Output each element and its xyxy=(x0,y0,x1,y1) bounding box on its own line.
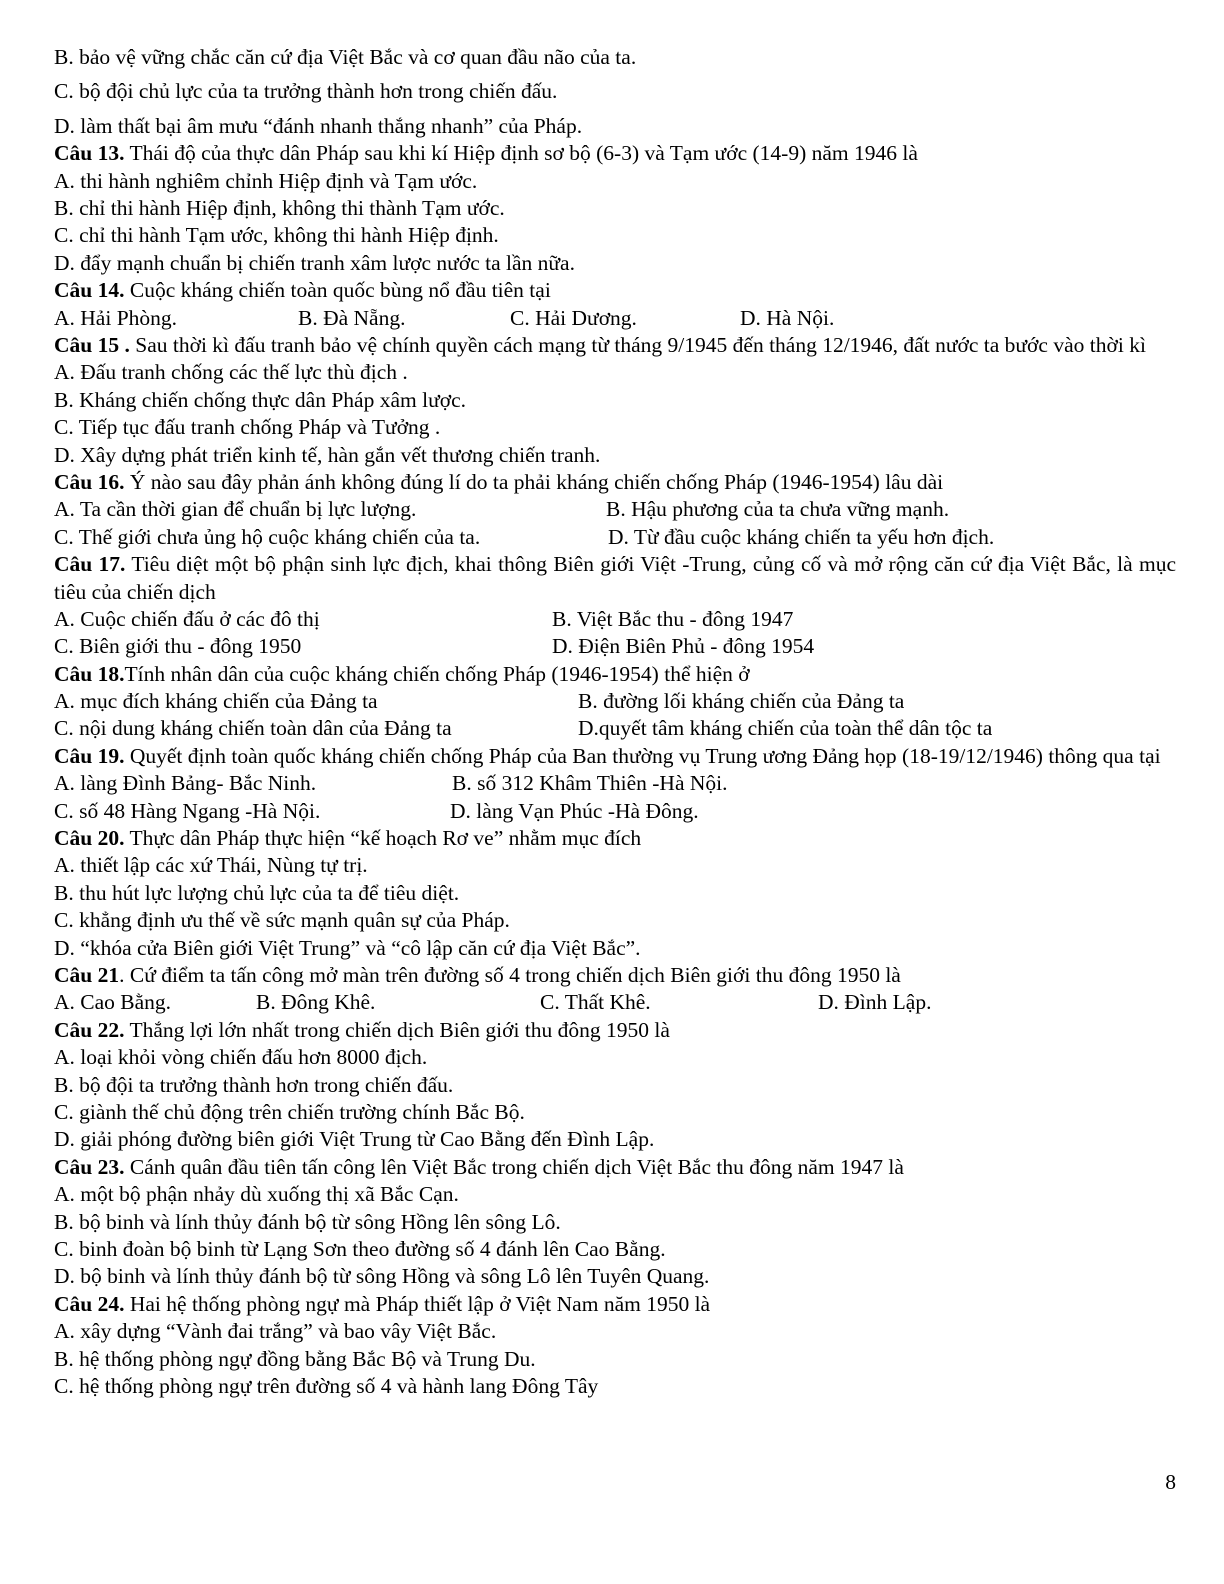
question-label: Câu 18. xyxy=(54,661,125,686)
option-c: C. Thế giới chưa ủng hộ cuộc kháng chiến của ta. xyxy=(54,524,481,549)
question-16 xyxy=(54,469,1176,496)
question-21 xyxy=(54,962,1176,989)
option-line: B. chỉ thi hành Hiệp định, không thi thành Tạm ước. xyxy=(54,195,505,220)
option-b: B. đường lối kháng chiến của Đảng ta xyxy=(578,689,905,714)
option-row xyxy=(54,606,1176,633)
question-label: Câu 23. xyxy=(54,1154,125,1179)
option-row xyxy=(54,496,1176,523)
option-row xyxy=(54,798,1176,825)
question-label: Câu 16. xyxy=(54,469,125,494)
question-text: Thái độ của thực dân Pháp sau khi kí Hiệp định sơ bộ (6-3) và Tạm ước (14-9) năm 1946 là xyxy=(124,141,918,166)
document-page xyxy=(54,44,1176,1400)
option-line: C. giành thế chủ động trên chiến trường chính Bắc Bộ. xyxy=(54,1100,525,1125)
question-text: Tính nhân dân của cuộc kháng chiến chống Pháp (1946-1954) thể hiện ở xyxy=(124,661,750,686)
option-row xyxy=(54,633,1176,660)
option-b: B. Việt Bắc thu - đông 1947 xyxy=(552,606,794,631)
option-a: A. Ta cần thời gian để chuẩn bị lực lượng. xyxy=(54,497,417,522)
question-label: Câu 20. xyxy=(54,826,125,851)
option-d: D. làng Vạn Phúc -Hà Đông. xyxy=(450,798,699,823)
option-line: A. loại khỏi vòng chiến đấu hơn 8000 địch. xyxy=(54,1045,428,1070)
question-text: Tiêu diệt một bộ phận sinh lực địch, khai thông Biên giới Việt -Trung, củng cố và mở rộng căn cứ địa Việt Bắc, là mục tiêu của chiến dịch xyxy=(54,552,1177,604)
option-a: A. Cuộc chiến đấu ở các đô thị xyxy=(54,606,320,631)
question-label: Câu 13. xyxy=(54,141,125,166)
question-label: Câu 24. xyxy=(54,1291,125,1316)
option-c: C. nội dung kháng chiến toàn dân của Đảng ta xyxy=(54,716,452,741)
option-line: B. thu hút lực lượng chủ lực của ta để tiêu diệt. xyxy=(54,880,460,905)
question-text: Sau thời kì đấu tranh bảo vệ chính quyền cách mạng từ tháng 9/1945 đến tháng 12/1946, đất nước ta bước vào thời kì xyxy=(129,332,1146,357)
option-line: D. Xây dựng phát triển kinh tế, hàn gắn vết thương chiến tranh. xyxy=(54,442,601,467)
option-line: C. binh đoàn bộ binh từ Lạng Sơn theo đường số 4 đánh lên Cao Bằng. xyxy=(54,1236,666,1261)
option-line: B. bảo vệ vững chắc căn cứ địa Việt Bắc và cơ quan đầu não của ta. xyxy=(54,45,637,69)
question-23 xyxy=(54,1154,1176,1181)
option-d: D.quyết tâm kháng chiến của toàn thể dân tộc ta xyxy=(578,716,993,741)
option-d: D. Đình Lập. xyxy=(818,990,932,1015)
option-a: A. Cao Bằng. xyxy=(54,990,172,1015)
option-b: B. số 312 Khâm Thiên -Hà Nội. xyxy=(452,771,728,796)
option-line: A. thiết lập các xứ Thái, Nùng tự trị. xyxy=(54,853,368,878)
option-d: D. Hà Nội. xyxy=(740,305,835,330)
question-19 xyxy=(54,743,1176,770)
question-text: Hai hệ thống phòng ngự mà Pháp thiết lập ở Việt Nam năm 1950 là xyxy=(124,1291,711,1316)
option-a: A. làng Đình Bảng- Bắc Ninh. xyxy=(54,771,317,796)
option-c: C. Thất Khê. xyxy=(540,990,651,1015)
option-line: D. bộ binh và lính thủy đánh bộ từ sông Hồng và sông Lô lên Tuyên Quang. xyxy=(54,1264,710,1289)
option-line: C. Tiếp tục đấu tranh chống Pháp và Tưởng . xyxy=(54,415,441,440)
question-13 xyxy=(54,140,1176,167)
option-line: C. khẳng định ưu thế về sức mạnh quân sự của Pháp. xyxy=(54,908,510,933)
option-line: C. chỉ thi hành Tạm ước, không thi hành Hiệp định. xyxy=(54,223,499,248)
option-line: D. giải phóng đường biên giới Việt Trung từ Cao Bằng đến Đình Lập. xyxy=(54,1127,655,1152)
question-14 xyxy=(54,277,1176,304)
question-text: Thực dân Pháp thực hiện “kế hoạch Rơ ve” nhằm mục đích xyxy=(124,826,642,851)
question-text: Thắng lợi lớn nhất trong chiến dịch Biên giới thu đông 1950 là xyxy=(124,1017,670,1042)
option-line: A. xây dựng “Vành đai trắng” và bao vây Việt Bắc. xyxy=(54,1319,497,1344)
option-line: B. hệ thống phòng ngự đồng bằng Bắc Bộ và Trung Du. xyxy=(54,1346,536,1371)
option-row xyxy=(54,715,1176,742)
question-label: Câu 21 xyxy=(54,963,120,988)
option-line: C. hệ thống phòng ngự trên đường số 4 và hành lang Đông Tây xyxy=(54,1373,599,1398)
question-18 xyxy=(54,661,1176,688)
question-22 xyxy=(54,1017,1176,1044)
option-line: D. “khóa cửa Biên giới Việt Trung” và “cô lập căn cứ địa Việt Bắc”. xyxy=(54,935,641,960)
option-d: D. Điện Biên Phủ - đông 1954 xyxy=(552,634,815,659)
option-c: C. Hải Dương. xyxy=(510,305,637,330)
option-a: A. Hải Phòng. xyxy=(54,305,178,330)
option-b: B. Đông Khê. xyxy=(256,990,376,1015)
option-row xyxy=(54,305,1176,332)
question-24 xyxy=(54,1291,1176,1318)
question-label: Câu 14. xyxy=(54,278,125,303)
question-text: Ý nào sau đây phản ánh không đúng lí do ta phải kháng chiến chống Pháp (1946-1954) lâu dài xyxy=(124,469,944,494)
option-d: D. Từ đầu cuộc kháng chiến ta yếu hơn địch. xyxy=(608,524,995,549)
question-label: Câu 15 . xyxy=(54,332,130,357)
option-row xyxy=(54,989,1176,1016)
option-line: A. Đấu tranh chống các thế lực thù địch . xyxy=(54,360,408,385)
question-text: . Cứ điểm ta tấn công mở màn trên đường số 4 trong chiến dịch Biên giới thu đông 1950 là xyxy=(119,963,901,988)
option-row xyxy=(54,688,1176,715)
question-label: Câu 19. xyxy=(54,743,125,768)
question-17 xyxy=(54,551,1176,606)
option-b: B. Đà Nẵng. xyxy=(298,305,406,330)
question-text: Cánh quân đầu tiên tấn công lên Việt Bắc trong chiến dịch Việt Bắc thu đông năm 1947 là xyxy=(124,1154,904,1179)
question-label: Câu 17. xyxy=(54,552,126,577)
option-line: C. bộ đội chủ lực của ta trưởng thành hơn trong chiến đấu. xyxy=(54,79,558,104)
question-15 xyxy=(54,332,1176,359)
option-line: D. làm thất bại âm mưu “đánh nhanh thắng nhanh” của Pháp. xyxy=(54,113,583,138)
question-label: Câu 22. xyxy=(54,1017,125,1042)
question-20 xyxy=(54,825,1176,852)
option-row xyxy=(54,770,1176,797)
option-line: B. bộ đội ta trưởng thành hơn trong chiến đấu. xyxy=(54,1072,454,1097)
question-text: Quyết định toàn quốc kháng chiến chống Pháp của Ban thường vụ Trung ương Đảng họp (18-19/12/1946) thông qua tại xyxy=(124,743,1161,768)
option-c: C. Biên giới thu - đông 1950 xyxy=(54,634,302,659)
option-line: A. một bộ phận nhảy dù xuống thị xã Bắc Cạn. xyxy=(54,1182,459,1207)
option-line: B. Kháng chiến chống thực dân Pháp xâm lược. xyxy=(54,387,467,412)
option-row xyxy=(54,524,1176,551)
page-number: 8 xyxy=(1165,1470,1176,1494)
question-text: Cuộc kháng chiến toàn quốc bùng nổ đầu tiên tại xyxy=(124,278,551,303)
option-line: D. đẩy mạnh chuẩn bị chiến tranh xâm lược nước ta lần nữa. xyxy=(54,250,575,275)
option-a: A. mục đích kháng chiến của Đảng ta xyxy=(54,689,378,714)
option-line: B. bộ binh và lính thủy đánh bộ từ sông Hồng lên sông Lô. xyxy=(54,1209,561,1234)
option-b: B. Hậu phương của ta chưa vững mạnh. xyxy=(606,497,950,522)
option-c: C. số 48 Hàng Ngang -Hà Nội. xyxy=(54,798,321,823)
option-line: A. thi hành nghiêm chỉnh Hiệp định và Tạm ước. xyxy=(54,168,478,193)
